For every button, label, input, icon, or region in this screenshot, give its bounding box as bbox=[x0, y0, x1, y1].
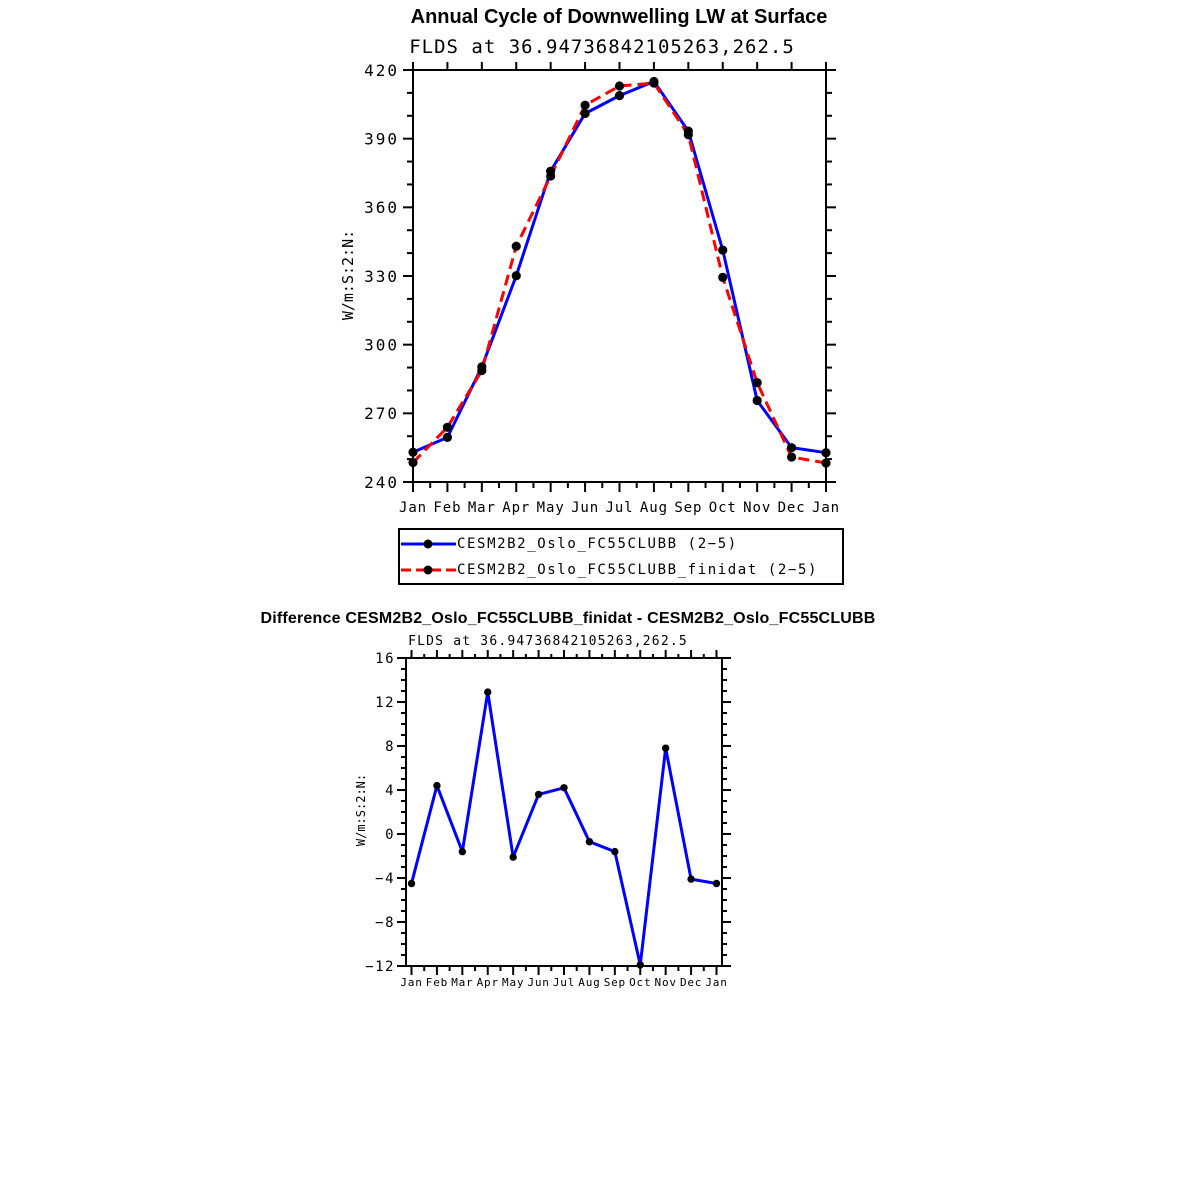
x-axis-month-label: Jul bbox=[552, 976, 576, 989]
x-axis-month-label: Aug bbox=[639, 500, 668, 516]
data-point-marker bbox=[535, 791, 542, 798]
data-point-marker bbox=[718, 246, 727, 255]
x-axis-month-label: Jun bbox=[571, 500, 600, 516]
y-axis-tick-label: 300 bbox=[364, 335, 399, 355]
legend-label-control: CESM2B2_Oslo_FC55CLUBB (2−5) bbox=[457, 535, 738, 552]
x-axis-month-label: Mar bbox=[451, 976, 474, 989]
data-point-marker bbox=[459, 848, 466, 855]
data-point-marker bbox=[560, 784, 567, 791]
x-axis-month-label: May bbox=[502, 976, 525, 989]
data-point-marker bbox=[512, 271, 521, 280]
data-point-marker bbox=[753, 396, 762, 405]
x-axis-month-label: Jul bbox=[605, 500, 634, 516]
data-point-marker bbox=[443, 423, 452, 432]
plot-frame bbox=[413, 70, 826, 482]
legend-marker-dot-icon bbox=[424, 565, 433, 574]
x-axis-month-label: Jun bbox=[527, 976, 550, 989]
chart2-subtitle: FLDS at 36.94736842105263,262.5 bbox=[408, 634, 688, 649]
data-point-marker bbox=[718, 273, 727, 282]
data-point-marker bbox=[580, 101, 589, 110]
y-axis-tick-label: 16 bbox=[375, 651, 395, 668]
data-point-marker bbox=[821, 458, 830, 467]
x-axis-month-label: Oct bbox=[629, 976, 652, 989]
data-point-marker bbox=[408, 880, 415, 887]
x-axis-month-label: Feb bbox=[433, 500, 462, 516]
data-point-marker bbox=[753, 378, 762, 387]
x-axis-month-label: Feb bbox=[425, 976, 449, 989]
x-axis-month-label: Nov bbox=[654, 976, 677, 989]
x-axis-month-label: Jan bbox=[812, 500, 840, 516]
y-axis-tick-label: 360 bbox=[364, 198, 399, 218]
data-point-marker bbox=[649, 78, 658, 87]
x-axis-month-label: Oct bbox=[708, 500, 737, 516]
legend-item-finidat bbox=[400, 557, 842, 583]
x-axis-month-label: Jan bbox=[705, 976, 728, 989]
y-axis-tick-label: −12 bbox=[365, 959, 395, 976]
series-line-dashed bbox=[413, 83, 826, 463]
data-point-marker bbox=[611, 848, 618, 855]
x-axis-month-label: Dec bbox=[777, 500, 806, 516]
y-axis-tick-label: −8 bbox=[375, 915, 395, 932]
y-axis-tick-label: 8 bbox=[385, 739, 395, 756]
data-point-marker bbox=[443, 433, 452, 442]
legend-line-sample-solid bbox=[400, 531, 457, 557]
x-axis-month-label: Dec bbox=[679, 976, 703, 989]
y-axis-tick-label: 12 bbox=[375, 695, 395, 712]
y-axis-tick-label: 240 bbox=[364, 472, 399, 492]
y-axis-tick-label: 4 bbox=[385, 783, 395, 800]
x-axis-month-label: Apr bbox=[476, 976, 499, 989]
x-axis-month-label: Sep bbox=[603, 976, 626, 989]
data-point-marker bbox=[684, 130, 693, 139]
y-axis-tick-label: 0 bbox=[385, 827, 395, 844]
data-point-marker bbox=[662, 745, 669, 752]
x-axis-month-label: Sep bbox=[674, 500, 703, 516]
series-line-solid bbox=[413, 81, 826, 452]
data-point-marker bbox=[615, 91, 624, 100]
data-point-marker bbox=[615, 81, 624, 90]
legend-item-control bbox=[400, 531, 842, 557]
y-axis-tick-label: 330 bbox=[364, 266, 399, 286]
y-axis-tick-label: 270 bbox=[364, 404, 399, 424]
data-point-marker bbox=[637, 961, 644, 968]
data-point-marker bbox=[477, 366, 486, 375]
chart1-title: Annual Cycle of Downwelling LW at Surface bbox=[410, 6, 828, 28]
chart1-y-axis-label: W/m:S:2:N: bbox=[339, 229, 357, 321]
y-axis-tick-label: −4 bbox=[375, 871, 395, 888]
chart2-y-axis-label: W/m:S:2:N: bbox=[354, 773, 368, 847]
x-axis-month-label: Jan bbox=[399, 500, 427, 516]
x-axis-month-label: Apr bbox=[502, 500, 531, 516]
data-point-marker bbox=[586, 838, 593, 845]
legend-label-finidat: CESM2B2_Oslo_FC55CLUBB_finidat (2−5) bbox=[457, 561, 819, 578]
data-point-marker bbox=[408, 448, 417, 457]
x-axis-month-label: Nov bbox=[743, 500, 772, 516]
data-point-marker bbox=[713, 880, 720, 887]
data-point-marker bbox=[546, 171, 555, 180]
x-axis-month-label: Mar bbox=[467, 500, 496, 516]
chart1-subtitle: FLDS at 36.94736842105263,262.5 bbox=[409, 36, 795, 58]
data-point-marker bbox=[408, 458, 417, 467]
y-axis-tick-label: 390 bbox=[364, 129, 399, 149]
legend-line-sample-dashed bbox=[400, 557, 457, 583]
data-point-marker bbox=[580, 109, 589, 118]
x-axis-month-label: Aug bbox=[578, 976, 601, 989]
data-point-marker bbox=[433, 782, 440, 789]
chart2-title: Difference CESM2B2_Oslo_FC55CLUBB_finidat - CESM2B2_Oslo_FC55CLUBB bbox=[260, 610, 876, 627]
data-point-marker bbox=[509, 853, 516, 860]
data-point-marker bbox=[484, 688, 491, 695]
data-point-marker bbox=[687, 875, 694, 882]
legend-marker-dot-icon bbox=[424, 539, 433, 548]
y-axis-tick-label: 420 bbox=[364, 60, 399, 80]
x-axis-month-label: May bbox=[536, 500, 565, 516]
plot-frame bbox=[406, 658, 722, 966]
data-point-marker bbox=[821, 448, 830, 457]
data-point-marker bbox=[787, 443, 796, 452]
series-line-solid bbox=[412, 692, 717, 965]
legend-box bbox=[398, 528, 844, 585]
data-point-marker bbox=[512, 242, 521, 251]
data-point-marker bbox=[787, 452, 796, 461]
x-axis-month-label: Jan bbox=[400, 976, 423, 989]
